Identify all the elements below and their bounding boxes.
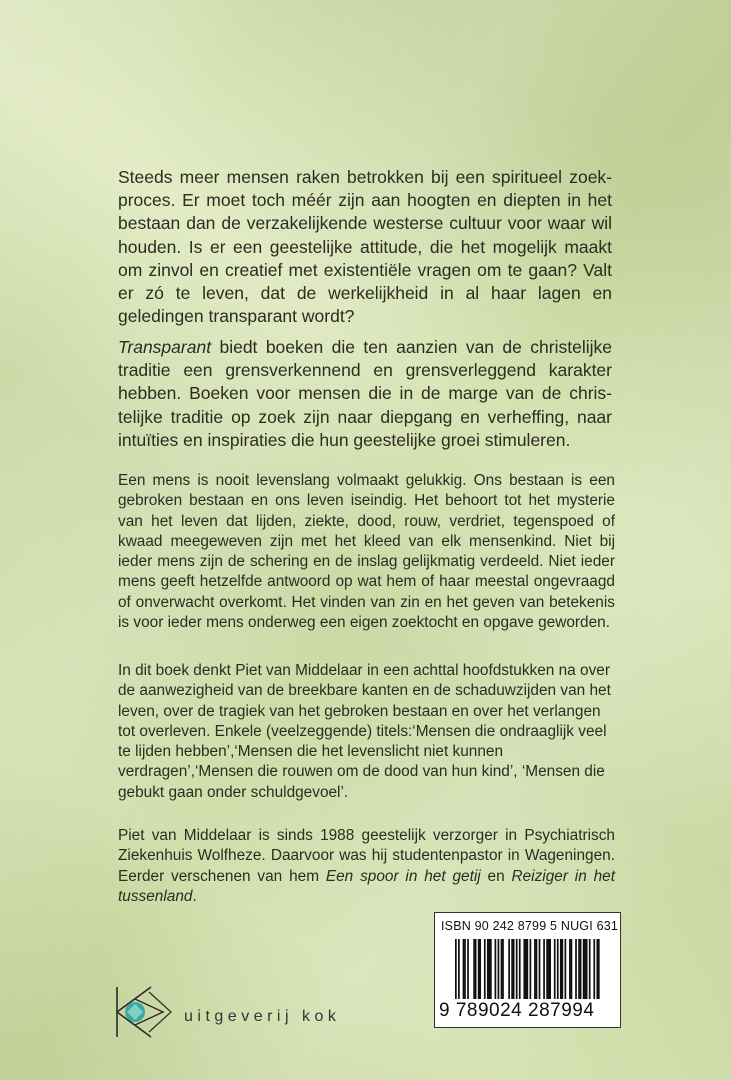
barcode-bar bbox=[464, 939, 466, 999]
barcode-bar bbox=[523, 939, 525, 999]
barcode-bar bbox=[463, 939, 465, 999]
barcode-bars bbox=[455, 939, 601, 999]
barcode-bar bbox=[475, 939, 477, 999]
barcode-bar bbox=[589, 939, 591, 999]
barcode-bar bbox=[525, 939, 527, 999]
barcode-bar bbox=[490, 939, 492, 999]
barcode-bar bbox=[560, 939, 562, 999]
barcode-bar bbox=[508, 939, 510, 999]
barcode-digits: 9 789024 287994 bbox=[439, 1000, 595, 1021]
series-name: Transparant bbox=[118, 337, 212, 357]
barcode-bar bbox=[549, 939, 551, 999]
barcode-bar bbox=[498, 939, 500, 999]
barcode-bar bbox=[596, 939, 598, 999]
barcode-bar bbox=[543, 939, 545, 999]
barcode-bar bbox=[546, 939, 548, 999]
book-theme-paragraph: Een mens is nooit levenslang volmaakt gelukkig. Ons bestaan is een gebroken bestaan en ons leven iseindig. Het behoort tot het mysterie van het leven dat lijden, ziekte, dood, rouw, verdriet, tegenspoed of kwaad meegeweven zijn met het kleed van elk mensenkind. Niet bij ieder mens zijn de schering en de inslag gelijkmatig verdeeld. Niet ieder mens geeft hetzelfde antwoord op wat hem of haar meestal ongevraagd of onverwacht overkomt. Het vinden van zin en het geven van betekenis is voor ieder mens onderweg een eigen zoektocht en opgave geworden. bbox=[118, 472, 615, 632]
series-description-text: biedt boeken die ten aanzien van de christelijke traditie een grensverkennend en grensverleggend karakter hebben. Boeken voor mensen die in de marge van de christelijke traditie op zoek zijn naar diepgang en verheffing, naar intuïties en inspiraties die hun geestelijke groei stimuleren. bbox=[118, 337, 612, 450]
barcode-bar bbox=[473, 939, 475, 999]
author-bio-connector: en bbox=[480, 867, 512, 885]
barcode-bar bbox=[501, 939, 503, 999]
barcode-bar bbox=[516, 939, 518, 999]
barcode-bar bbox=[479, 939, 481, 999]
barcode-bar bbox=[578, 939, 580, 999]
previous-title-1: Een spoor in het getij bbox=[325, 867, 481, 885]
barcode-bar bbox=[539, 939, 541, 999]
isbn-nugi-text: ISBN 90 242 8799 5 NUGI 631 bbox=[441, 919, 619, 933]
barcode-label bbox=[434, 912, 621, 1028]
barcode-bar bbox=[519, 939, 521, 999]
barcode-bar bbox=[584, 939, 586, 999]
barcode-bar bbox=[569, 939, 571, 999]
barcode-bar bbox=[571, 939, 573, 999]
barcode-bar bbox=[561, 939, 563, 999]
barcode-bar bbox=[536, 939, 538, 999]
barcode-bar bbox=[478, 939, 480, 999]
barcode-bar bbox=[513, 939, 515, 999]
barcode-bar bbox=[575, 939, 577, 999]
barcode-bar bbox=[467, 939, 469, 999]
barcode-bar bbox=[502, 939, 504, 999]
barcode-bar bbox=[495, 939, 497, 999]
author-bio-text: Piet van Middelaar is sinds 1988 geestelijk verzorger in Psychiatrisch Ziekenhuis Wolfheze. Daarvoor was hij studentenpastor in Wageningen. Eerder verschenen van hem bbox=[118, 827, 615, 885]
series-description-paragraph bbox=[118, 336, 612, 452]
barcode-bar bbox=[526, 939, 528, 999]
barcode-bar bbox=[534, 939, 536, 999]
author-bio-end: . bbox=[192, 887, 197, 905]
barcode-bar bbox=[557, 939, 559, 999]
barcode-bar bbox=[484, 939, 486, 999]
barcode-bar bbox=[548, 939, 550, 999]
barcode-bar bbox=[586, 939, 588, 999]
author-bio-paragraph bbox=[118, 826, 615, 907]
barcode-bar bbox=[580, 939, 582, 999]
barcode-bar bbox=[455, 939, 457, 999]
barcode-bar bbox=[488, 939, 490, 999]
barcode-bar bbox=[583, 939, 585, 999]
barcode-bar bbox=[511, 939, 513, 999]
previous-title-2: Reiziger in het tussenland bbox=[118, 867, 615, 905]
book-summary-paragraph: In dit boek denkt Piet van Middelaar in een achttal hoofdstukken na over de aanwezigheid van de breekbare kanten en de schaduwzijden van het leven, over de tragiek van het gebroken bestaan en over het verlangen tot overleven. Enkele (veelzeggende) titels:‘Mensen die ondraaglijk veel te lijden hebben’,‘Mensen die het levenslicht niet kunnen verdragen’,‘Mensen die rouwen om de dood van hun kind’, ‘Mensen die gebukt gaan onder schuldgevoel’. bbox=[118, 662, 611, 801]
series-intro-paragraph: Steeds meer mensen raken betrokken bij een spiritueel zoekproces. Er moet toch méér zijn aan hoogten en diepten in het bestaan dan de verzakelijkende westerse cultuur voor waar wil houden. Is er een geestelijke attitude, die het mogelijk maakt om zinvol en creatief met existentiële vragen om te gaan? Valt er zó te leven, dat de werkelijkheid in al haar lagen en geledingen transparant wordt? bbox=[118, 167, 612, 327]
publisher-name: uitgeverij kok bbox=[184, 1008, 341, 1025]
publisher-logo-icon bbox=[113, 983, 179, 1041]
barcode-bar bbox=[593, 939, 595, 999]
barcode-bar bbox=[458, 939, 460, 999]
barcode-bar bbox=[565, 939, 567, 999]
barcode-bar bbox=[554, 939, 556, 999]
barcode-bar bbox=[598, 939, 600, 999]
barcode-bar bbox=[487, 939, 489, 999]
barcode-bar bbox=[530, 939, 532, 999]
